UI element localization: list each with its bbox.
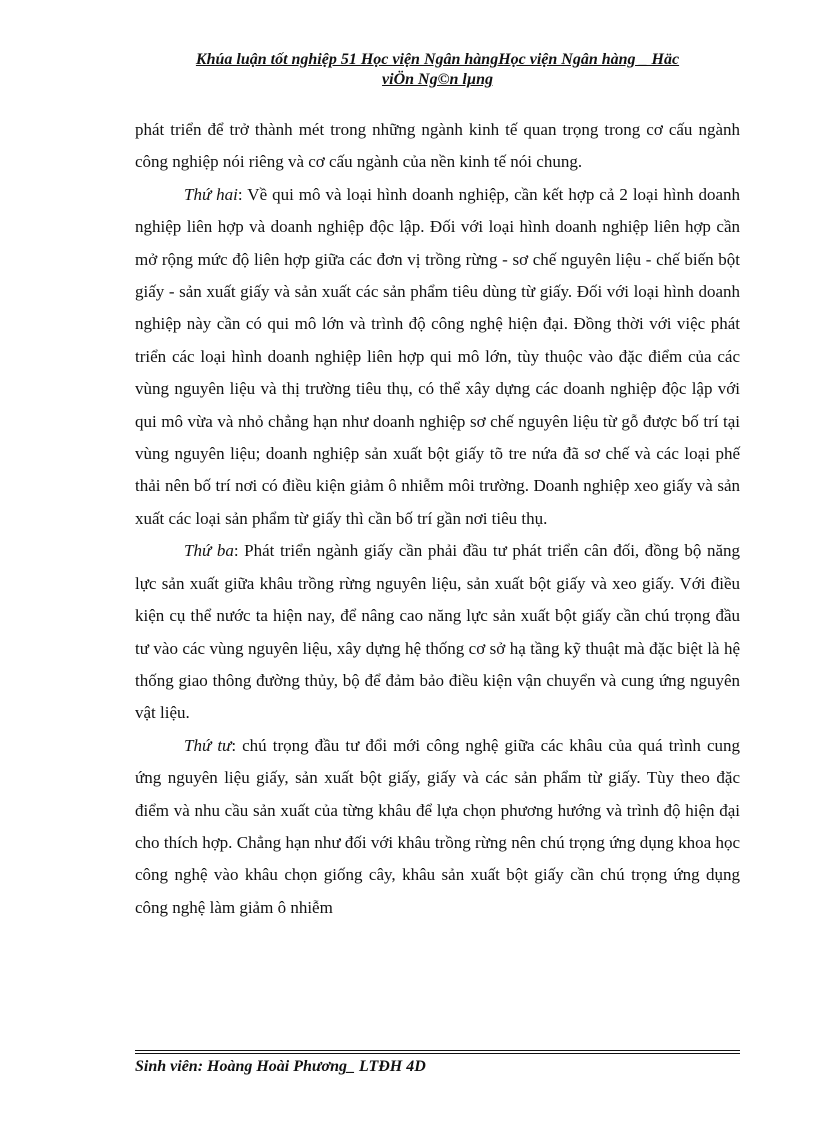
paragraph-continuation xyxy=(135,114,740,179)
paragraph-text: : Phát triển ngành giấy cần phải đầu tư phát triển cân đối, đồng bộ năng lực sản xuất giữa khâu trồng rừng nguyên liệu, sản xuất bột giấy và xeo giấy. Với điều kiện cụ thể nước ta hiện nay, để nâng cao năng lực sản xuất bột giấy cần chú trọng đầu tư vào các vùng nguyên liệu, xây dựng hệ thống cơ sở hạ tầng kỹ thuật mà đặc biệt là hệ thống giao thông đường thủy, bộ để đảm bảo điều kiện vận chuyển và cung ứng nguyên vật liệu. xyxy=(135,541,740,723)
paragraph-thu-hai xyxy=(135,179,740,535)
paragraph-thu-tu xyxy=(135,730,740,924)
paragraph-lead: Thứ hai xyxy=(184,184,238,204)
footer-divider-double xyxy=(135,1053,740,1054)
header-line-2: viÖn Ng©n lµng xyxy=(382,71,493,88)
paragraph-thu-ba xyxy=(135,535,740,729)
paragraph-text: phát triển để trở thành mét trong những ngành kinh tế quan trọng trong cơ cấu ngành công nghiệp nói riêng và cơ cấu ngành của nền kinh tế nói chung. xyxy=(135,120,740,172)
paragraph-lead: Thứ ba xyxy=(184,541,234,561)
page-header xyxy=(135,50,740,90)
paragraph-text: : chú trọng đầu tư đổi mới công nghệ giữa các khâu của quá trình cung ứng nguyên liệu giấy, sản xuất bột giấy, giấy và các sản phẩm từ giấy. Tùy theo đặc điểm và nhu cầu sản xuất của từng khâu để lựa chọn phương hướng và trình độ hiện đại cho thích hợp. Chẳng hạn như đối với khâu trồng rừng nên chú trọng ứng dụng khoa học công nghệ vào khâu chọn giống cây, khâu sản xuất bột giấy cần chú trọng ứng dụng công nghệ làm giảm ô nhiễm xyxy=(135,735,740,917)
footer-divider xyxy=(135,1050,740,1051)
page-footer: Sinh viên: Hoàng Hoài Phương_ LTĐH 4D xyxy=(135,1058,426,1075)
paragraph-lead: Thứ tư xyxy=(184,735,232,755)
paragraph-text: : Về qui mô và loại hình doanh nghiệp, cần kết hợp cả 2 loại hình doanh nghiệp liên hợp và doanh nghiệp độc lập. Đối với loại hình doanh nghiệp liên hợp cần mở rộng mức độ liên hợp giữa các đơn vị trồng rừng - sơ chế nguyên liệu - chế biến bột giấy - sản xuất giấy và sản xuất các sản phẩm tiêu dùng từ giấy. Đối với loại hình doanh nghiệp này cần có qui mô lớn và trình độ công nghệ hiện đại. Đồng thời với việc phát triển các loại hình doanh nghiệp liên hợp qui mô lớn, tùy thuộc vào đặc điểm của các vùng nguyên liệu và thị trường tiêu thụ, có thể xây dựng các doanh nghiệp độc lập với qui mô vừa và nhỏ chẳng hạn như doanh nghiệp sơ chế nguyên liệu từ gỗ được bố trí tại vùng nguyên liệu; doanh nghiệp sản xuất bột giấy tõ tre nứa đã sơ chế và các loại phế thải nên bố trí nơi có điều kiện giảm ô nhiễm môi trường. Doanh nghiệp xeo giấy và sản xuất các loại sản phẩm từ giấy thì cần bố trí gần nơi tiêu thụ. xyxy=(135,184,740,528)
document-body xyxy=(135,114,740,924)
header-line-1: Khúa luận tốt nghiệp 51 Học viện Ngân hàngHọc viện Ngân hàng _ Häc xyxy=(195,51,680,68)
